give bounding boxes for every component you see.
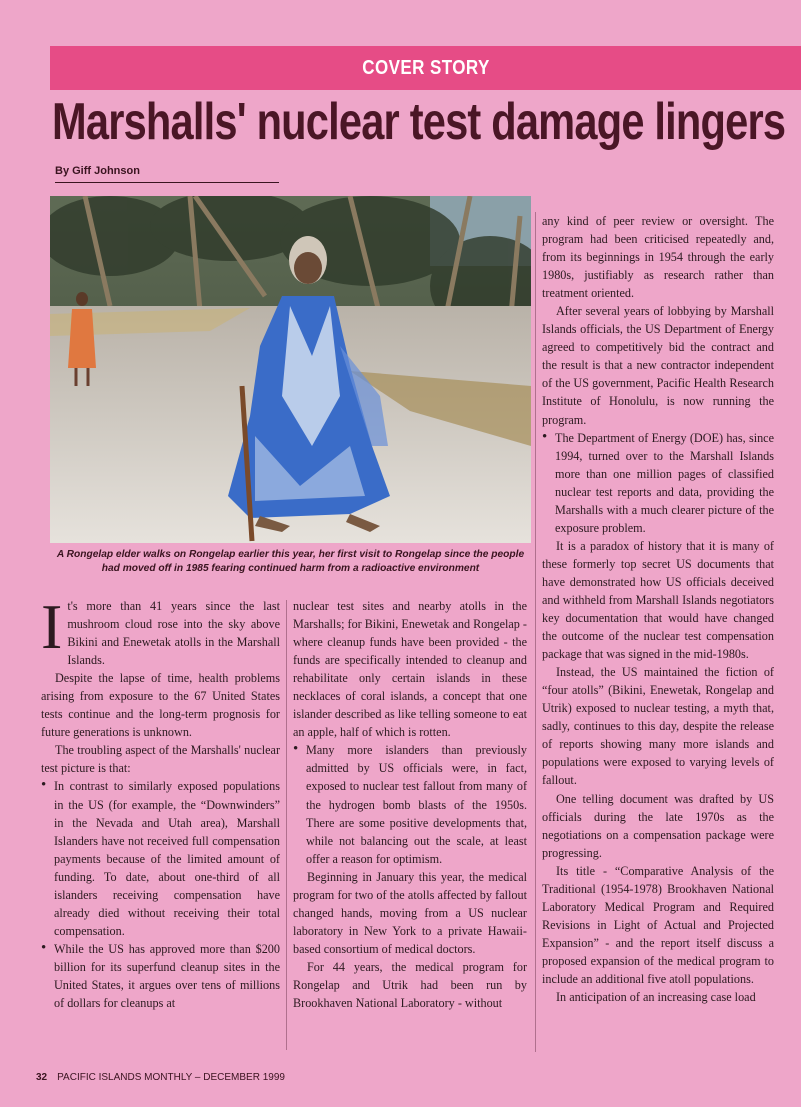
paragraph-text: t's more than 41 years since the last mushroom cloud rose into the sky above Bikini and Enewetak atolls in the Marshall Islands. (67, 599, 280, 668)
paragraph: Instead, the US maintained the fiction of “four atolls” (Bikini, Enewetak, Rongelap and Utrik) exposed to nuclear testing, a myth that, sadly, continues to this day, despite the release of reports showing many more islands and populations were exposed to varying levels of fallout. (542, 665, 774, 788)
paragraph: After several years of lobbying by Marshall Islands officials, the US Department of Energy agreed to competitively bid the contract and the result is that a new contractor independent of the US government, Pacific Health Research Institute of Honolulu, is now running the program. (542, 304, 774, 427)
paragraph: Despite the lapse of time, health problems arising from exposure to the 67 United States tests continue and the long-term prognosis for future generations is unknown. (41, 671, 280, 740)
paragraph: Its title - “Comparative Analysis of the Traditional (1954-1978) Brookhaven National Laboratory Medical Program and Required Revisions in Light of Actual and Projected Expansion” - and the report itself discuss a proposed expansion of the medical program to include an additional five atoll populations. (542, 863, 774, 986)
section-label: COVER STORY (361, 56, 490, 79)
section-banner (50, 46, 801, 90)
bullet-paragraph: • While the US has approved more than $200 billion for its superfund cleanup sites in the United States, it argues over tens of millions of dollars for cleanups at (41, 940, 280, 1012)
article-headline: Marshalls' nuclear test damage lingers (52, 93, 786, 151)
byline: By Giff Johnson (55, 165, 279, 183)
article-column-2 (293, 597, 527, 1012)
paragraph: Beginning in January this year, the medical program for two of the atolls affected by fallout changed hands, moving from a US nuclear laboratory in New York to a private Hawaii-based consortium of medical doctors. (293, 869, 527, 956)
column-rule (535, 212, 536, 1052)
photo-illustration (50, 196, 531, 543)
paragraph: In anticipation of an increasing case load (556, 990, 756, 1005)
paragraph (41, 591, 280, 669)
publication-info: PACIFIC ISLANDS MONTHLY – DECEMBER 1999 (57, 1072, 285, 1083)
drop-cap: I (41, 591, 63, 662)
paragraph: It is a paradox of history that it is many of these formerly top secret US documents that have demonstrated how US officials deceived and withheld from Marshall Islands negotiators key documentation that would have changed the outcome of the nuclear test compensation package that was signed in the mid-1980s. (542, 538, 774, 662)
bullet-paragraph: • Many more islanders than previously admitted by US officials were, in fact, exposed to nuclear test fallout from many of the hydrogen bomb blasts of the 1950s. There are some positive developments that, while not balancing out the scale, at least offer a reason for optimism. (293, 741, 527, 867)
page-footer (36, 1072, 285, 1083)
paragraph: One telling document was drafted by US officials during the late 1970s as the negotiations on a compensation package were progressing. (542, 791, 774, 860)
page-number: 32 (36, 1072, 48, 1083)
paragraph: For 44 years, the medical program for Rongelap and Utrik had been run by Brookhaven National Laboratory - without (293, 959, 527, 1011)
article-column-3 (542, 212, 774, 1006)
paragraph: The troubling aspect of the Marshalls' nuclear test picture is that: (41, 743, 280, 776)
bullet-paragraph: • In contrast to similarly exposed populations in the US (for example, the “Downwinders” in the Nevada and Utah area), Marshall Islanders have not received full compensation payments because of the limited amount of funding. To date, about one-third of all islanders receiving compensation have already died without receiving their total compensation. (41, 777, 280, 939)
paragraph: nuclear test sites and nearby atolls in the Marshalls; for Bikini, Enewetak and Rongelap - where cleanup funds have been provided - the funds are specifically intended to cleanup and rehabilitate only certain islands in these necklaces of coral islands, a concept that one islander described as like telling someone to eat an apple, half of which is rotten. (293, 599, 527, 740)
article-column-1 (41, 591, 280, 1012)
column-rule (286, 600, 287, 1050)
photo-caption: A Rongelap elder walks on Rongelap earlier this year, her first visit to Rongelap since the people had moved off in 1985 fearing continued harm from a radioactive environment (56, 549, 525, 574)
article-photo (50, 196, 531, 543)
bullet-paragraph: • The Department of Energy (DOE) has, since 1994, turned over to the Marshall Islands more than one million pages of classified nuclear test reports and data, providing the Marshalls with a much clearer picture of the exposure problem. (542, 429, 774, 537)
paragraph: any kind of peer review or oversight. The program had been criticised repeatedly and, from its beginnings in 1954 through the early 1980s, justifiably as research rather than treatment oriented. (542, 214, 774, 301)
